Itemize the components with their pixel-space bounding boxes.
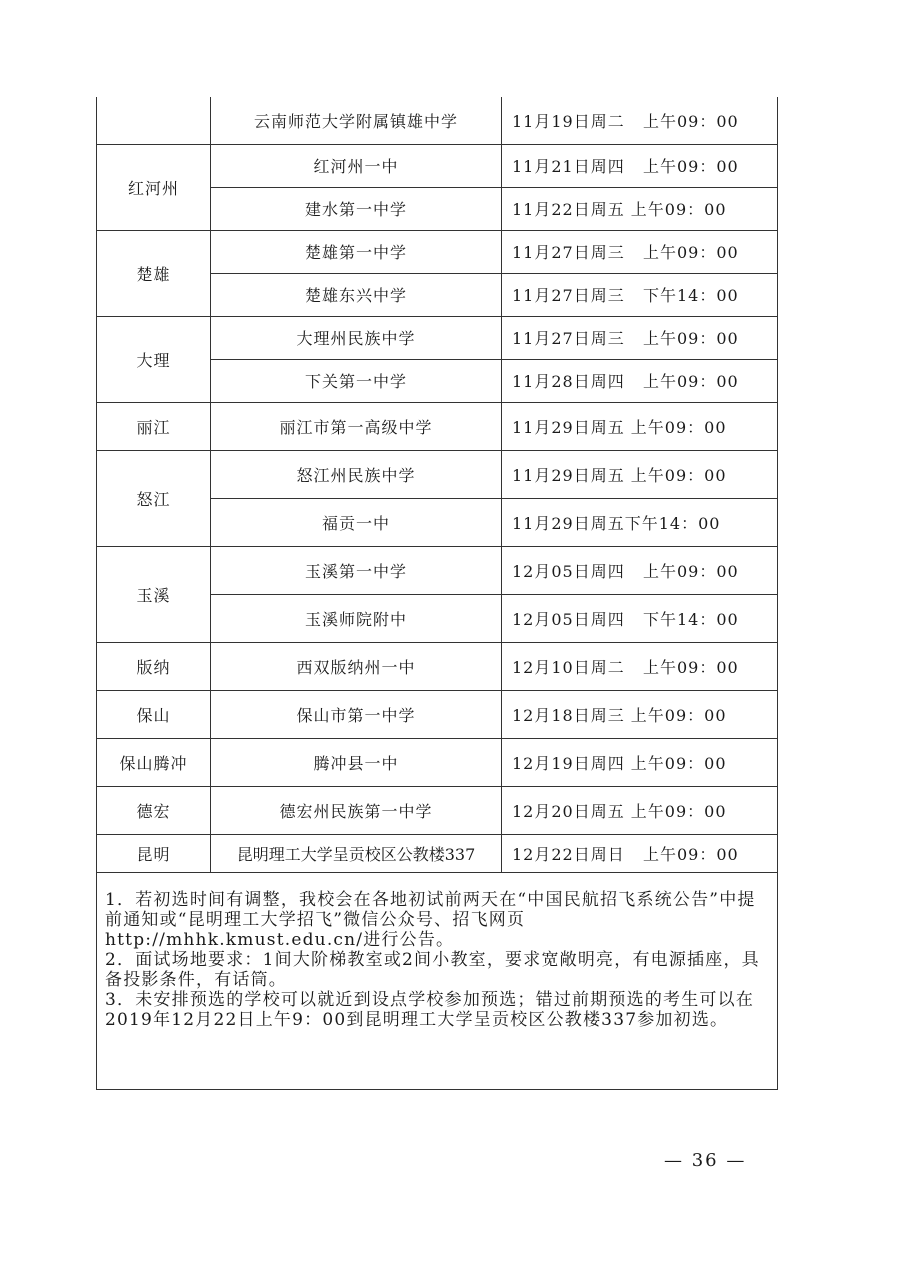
- note-3: 3．未安排预选的学校可以就近到设点学校参加预选；错过前期预选的考生可以在2019年12月22日上午9：00到昆明理工大学呈贡校区公教楼337参加初选。: [105, 989, 755, 1030]
- table-row: [97, 97, 778, 144]
- school-cell: 云南师范大学附属镇雄中学: [211, 97, 502, 144]
- school-cell: 玉溪师院附中: [211, 594, 502, 642]
- table-row: [97, 786, 778, 834]
- table-row: [97, 450, 778, 498]
- school-cell: 楚雄东兴中学: [211, 273, 502, 316]
- table-row: [97, 144, 778, 187]
- region-cell: 大理: [97, 316, 211, 402]
- region-cell: 玉溪: [97, 546, 211, 642]
- region-cell: 版纳: [97, 642, 211, 690]
- school-cell: 楚雄第一中学: [211, 230, 502, 273]
- table-row: [97, 316, 778, 359]
- page-number: — 36 —: [664, 1150, 747, 1171]
- note-2: 2．面试场地要求：1间大阶梯教室或2间小教室，要求宽敞明亮，有电源插座，具备投影条件，有话筒。: [105, 949, 760, 990]
- region-cell: 楚雄: [97, 230, 211, 316]
- notes-cell: [97, 872, 778, 1089]
- region-cell: 保山腾冲: [97, 738, 211, 786]
- school-cell: 丽江市第一高级中学: [211, 402, 502, 450]
- time-cell: 11月21日周四 上午09：00: [502, 144, 778, 187]
- table-row: [97, 402, 778, 450]
- time-cell: 11月27日周三 下午14：00: [502, 273, 778, 316]
- school-cell: 西双版纳州一中: [211, 642, 502, 690]
- table-row: [97, 834, 778, 872]
- schedule-table: [96, 97, 778, 1090]
- table-row: [97, 546, 778, 594]
- time-cell: 12月22日周日 上午09：00: [502, 834, 778, 872]
- time-cell: 12月05日周四 下午14：00: [502, 594, 778, 642]
- school-cell: 下关第一中学: [211, 359, 502, 402]
- time-cell: 12月19日周四 上午09：00: [502, 738, 778, 786]
- region-cell: 保山: [97, 690, 211, 738]
- notes-row: [97, 872, 778, 1089]
- time-cell: 12月18日周三 上午09：00: [502, 690, 778, 738]
- table-row: [97, 230, 778, 273]
- time-cell: 11月29日周五 上午09：00: [502, 450, 778, 498]
- region-cell: 德宏: [97, 786, 211, 834]
- time-cell: 11月19日周二 上午09：00: [502, 97, 778, 144]
- region-cell: 红河州: [97, 144, 211, 230]
- school-cell: 福贡一中: [211, 498, 502, 546]
- time-cell: 12月10日周二 上午09：00: [502, 642, 778, 690]
- school-cell: 大理州民族中学: [211, 316, 502, 359]
- time-cell: 12月20日周五 上午09：00: [502, 786, 778, 834]
- region-cell: [97, 97, 211, 144]
- school-cell: 德宏州民族第一中学: [211, 786, 502, 834]
- time-cell: 11月29日周五下午14：00: [502, 498, 778, 546]
- table-row: [97, 690, 778, 738]
- region-cell: 丽江: [97, 402, 211, 450]
- school-cell: 保山市第一中学: [211, 690, 502, 738]
- school-cell: 红河州一中: [211, 144, 502, 187]
- region-cell: 怒江: [97, 450, 211, 546]
- time-cell: 11月27日周三 上午09：00: [502, 230, 778, 273]
- time-cell: 11月27日周三 上午09：00: [502, 316, 778, 359]
- time-cell: 12月05日周四 上午09：00: [502, 546, 778, 594]
- note-1: 1．若初选时间有调整，我校会在各地初试前两天在“中国民航招飞系统公告”中提前通知或“昆明理工大学招飞”微信公众号、招飞网页http://mhhk.kmust.edu.cn/进行公告。: [105, 889, 756, 950]
- school-cell: 怒江州民族中学: [211, 450, 502, 498]
- school-cell: 玉溪第一中学: [211, 546, 502, 594]
- school-cell: 腾冲县一中: [211, 738, 502, 786]
- time-cell: 11月28日周四 上午09：00: [502, 359, 778, 402]
- time-cell: 11月29日周五 上午09：00: [502, 402, 778, 450]
- school-cell: 建水第一中学: [211, 187, 502, 230]
- table-row: [97, 642, 778, 690]
- time-cell: 11月22日周五 上午09：00: [502, 187, 778, 230]
- school-cell: 昆明理工大学呈贡校区公教楼337: [211, 834, 502, 872]
- table-row: [97, 738, 778, 786]
- region-cell: 昆明: [97, 834, 211, 872]
